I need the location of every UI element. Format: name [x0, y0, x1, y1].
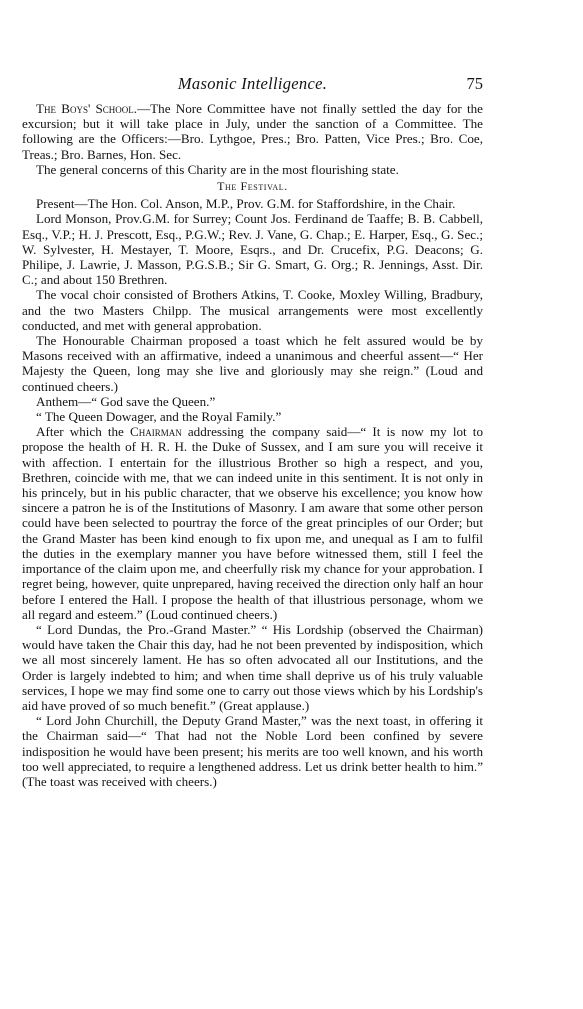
- paragraph-text: addressing the company said—“ It is now my lot to propose the health of H. R. H. the Duke of Sussex, and I am sure you will receive it with affection. I entertain for the illustrious Brother so high a respect, and you, Brethren, coincide with me, that we can indeed unite in this sentiment. It is not only in his princely, but in his public character, that we observe his excellence; you know how sincere a patron he is of the Institutions of Masonry. I am aware that some other person could have been selected to pourtray the force of the great principles of our Order; but the Grand Master has been kind enough to fix upon me, and unequal as I am to fulfil the duties in the exemplary manner you have before witnessed them, still I feel the importance of the claim upon me, and cheerfully risk my chance for your approbation. I regret being, however, quite unprepared, having received the direction only half an hour before I entered the Hall. I propose the health of that illustrious personage, whom we all regard and esteem.” (Loud continued cheers.): [22, 424, 483, 622]
- page-number: 75: [466, 74, 483, 93]
- paragraph-duke-of-sussex: [22, 424, 483, 622]
- article-body: [22, 101, 483, 789]
- running-head: [22, 74, 483, 94]
- paragraph-lord-dundas: “ Lord Dundas, the Pro.-Grand Master.” “ His Lordship (observed the Chairman) would have taken the Chair this day, had he not been prevented by indisposition, which we all most sincerely lament. He has so often advocated all our Institutions, and the Order is largely indebted to him; and when time shall deprive us of his truly valuable services, I hope we may find some one to carry out those views which by his Lordship's aid have proved of so much benefit.” (Great applause.): [22, 621, 483, 713]
- paragraph-queen-toast: The Honourable Chairman proposed a toast which he felt assured would be by Masons received with an affirmative, indeed a unanimous and cheerful assent—“ Her Majesty the Queen, long may she live and gloriously may she reign.” (Loud and continued cheers.): [22, 333, 483, 394]
- paragraph-charity-state: The general concerns of this Charity are in the most flourishing state.: [36, 161, 399, 177]
- paragraph-present: Present—The Hon. Col. Anson, M.P., Prov. G.M. for Staffordshire, in the Chair.: [36, 196, 456, 212]
- running-title: Masonic Intelligence.: [177, 74, 328, 93]
- paragraph-lead-in: The Boys' School.: [36, 101, 138, 116]
- paragraph-lord-churchill: “ Lord John Churchill, the Deputy Grand Master,” was the next toast, in offering it the Chairman said—“ That had not the Noble Lord been confined by severe indisposition he would have been present; his merits are too well known, and his worth too well appreciated, to require a lengthened address. Let us drink better health to him.” (The toast was received with cheers.): [22, 713, 483, 789]
- paragraph-boys-school: [22, 101, 483, 162]
- chairman-small-caps: Chairman: [130, 424, 182, 440]
- paragraph-queen-dowager: “ The Queen Dowager, and the Royal Family.”: [36, 409, 282, 425]
- section-heading: The Festival.: [217, 179, 288, 194]
- paragraph-choir: The vocal choir consisted of Brothers Atkins, T. Cooke, Moxley Willing, Bradbury, and the two Masters Chilpp. The musical arrangements were most excellently conducted, and met with general approbation.: [22, 287, 483, 333]
- paragraph-anthem: Anthem—“ God save the Queen.”: [36, 393, 216, 409]
- paragraph-attendees: Lord Monson, Prov.G.M. for Surrey; Count Jos. Ferdinand de Taaffe; B. B. Cabbell, Esq., V.P.; H. J. Prescott, Esq., P.G.W.; Rev. J. Vane, G. Chap.; E. Harper, Esq., G. Sec.; W. Sylvester, H. Mestayer, T. Moore, Esqrs., and Dr. Crucefix, P.G. Deacons; G. Philipe, J. Lawrie, J. Masson, P.G.S.B.; Sir G. Smart, G. Org.; R. Jennings, Asst. Dir. C.; and about 150 Brethren.: [22, 211, 483, 288]
- paragraph-text: —The Nore Committee have not finally settled the day for the excursion; but it will take place in July, under the sanction of a Committee. The following are the Officers:—Bro. Lythgoe, Pres.; Bro. Patten, Vice Pres.; Bro. Coe, Treas.; Bro. Barnes, Hon. Sec.: [22, 101, 483, 162]
- paragraph-text: After which the: [36, 424, 130, 440]
